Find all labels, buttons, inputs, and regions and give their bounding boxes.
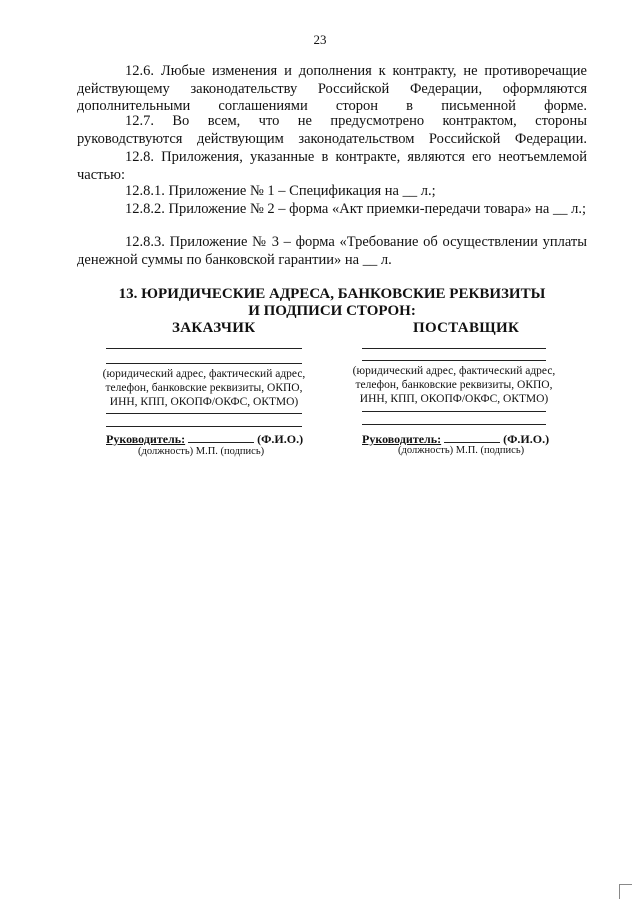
supplier-caption-line-1: (юридический адрес, фактический адрес,	[352, 365, 556, 377]
supplier-title: ПОСТАВЩИК	[413, 320, 520, 336]
supplier-requisites-line	[362, 360, 546, 361]
customer-director-label: Руководитель:	[106, 432, 186, 446]
supplier-extra-line-1	[362, 411, 546, 412]
customer-director	[106, 432, 303, 447]
customer-caption-line-2: телефон, банковские реквизиты, ОКПО,	[105, 382, 303, 394]
section-title-line-2: И ПОДПИСИ СТОРОН:	[248, 303, 416, 319]
clause-12-7: 12.7. Во всем, что не предусмотрено контрактом, стороны руководствуются действующим законодательством Российской Федерации.	[77, 113, 587, 147]
customer-extra-line-1	[106, 413, 302, 414]
clause-12-8-1: 12.8.1. Приложение № 1 – Спецификация на __ л.;	[125, 183, 436, 199]
clause-12-6: 12.6. Любые изменения и дополнения к контракту, не противоречащие действующему законодательству Российской Федерации, оформляются дополнительными соглашениями сторон в письменной форме.	[77, 63, 587, 114]
section-title	[77, 286, 587, 320]
customer-requisites-caption	[86, 367, 322, 409]
supplier-signature-line	[362, 348, 546, 349]
supplier-fio-label: (Ф.И.О.)	[503, 432, 550, 446]
clause-12-8: 12.8. Приложения, указанные в контракте, являются его неотъемлемой частью:	[77, 149, 587, 183]
page-number: 23	[313, 32, 327, 47]
section-title-line-1: 13. ЮРИДИЧЕСКИЕ АДРЕСА, БАНКОВСКИЕ РЕКВИЗИТЫ	[118, 286, 546, 302]
page-corner-mark	[619, 884, 632, 899]
supplier-director-label: Руководитель:	[362, 432, 442, 446]
supplier-sub-caption: (должность) М.П. (подпись)	[398, 445, 525, 456]
customer-extra-line-2	[106, 426, 302, 427]
customer-caption-line-1: (юридический адрес, фактический адрес,	[102, 368, 306, 380]
supplier-requisites-caption	[336, 364, 572, 406]
customer-caption-line-3: ИНН, КПП, ОКОПФ/ОКФС, ОКТМО)	[109, 396, 299, 408]
supplier-director-blank	[444, 442, 500, 443]
clause-12-8-3: 12.8.3. Приложение № 3 – форма «Требование об осуществлении уплаты денежной суммы по банковской гарантии» на __ л.	[77, 234, 587, 268]
customer-requisites-line	[106, 363, 302, 364]
clause-12-8-2: 12.8.2. Приложение № 2 – форма «Акт приемки-передачи товара» на __ л.;	[125, 201, 587, 217]
supplier-caption-line-3: ИНН, КПП, ОКОПФ/ОКФС, ОКТМО)	[359, 393, 549, 405]
supplier-caption-line-2: телефон, банковские реквизиты, ОКПО,	[355, 379, 553, 391]
customer-fio-label: (Ф.И.О.)	[257, 432, 304, 446]
customer-title: ЗАКАЗЧИК	[172, 320, 256, 336]
supplier-extra-line-2	[362, 424, 546, 425]
customer-signature-line	[106, 348, 302, 349]
customer-director-blank	[188, 442, 254, 443]
customer-sub-caption: (должность) М.П. (подпись)	[138, 446, 265, 457]
